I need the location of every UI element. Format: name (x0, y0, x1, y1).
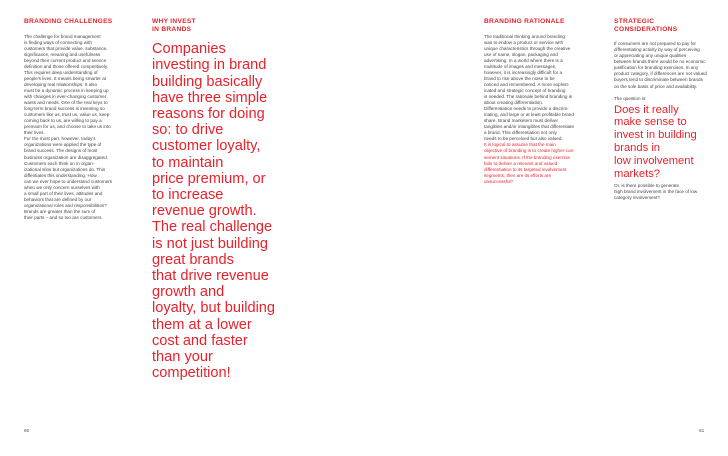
branding-rationale-highlight: It is logical to assume that the main objective of branding is to create higher-cus- sement situations. If the branding exercise fails to deliver a relevant and valued differentiation to its targeted involvement segments, then are its efforts are unsuccessful? (484, 142, 575, 184)
branding-rationale-body: The traditional thinking around branding was to endow a product or service with unique characteristics through the creative use of name, slogan, packaging and advertising. In a world where there is a multitude of images and messages, however, it is increasingly difficult for a brand to rise above the noise to be noticed and remembered. A more sophist- icated and strategic concept of branding is needed. The rationale behind branding is about creating differentiation. Differentiation needs to provide a discrim- inating, and large or at least profitable brand share. Brand marketers must deliver tangibles and/or intangibles that differentiate a brand. This differentiation not only needs to be perceived but also valued. (484, 33, 575, 142)
why-invest-heading: WHY INVEST IN BRANDS (152, 18, 196, 33)
branding-rationale-column (484, 18, 588, 185)
strategic-considerations-column (614, 18, 718, 202)
strategic-considerations-heading: STRATEGIC CONSIDERATIONS (614, 18, 678, 33)
branding-challenges-heading: BRANDING CHALLENGES (24, 18, 113, 25)
right-page-number: 61 (699, 429, 705, 434)
question-followup: Or, is there possible to generate high brand involvement in the face of low category involvement? (614, 183, 698, 201)
why-invest-pull-quote: Companies investing in brand building basically have three simple reasons for doing so: to drive customer loyalty, to maintain price premium, or to increase revenue growth. The real challenge is not just building great brands that drive revenue growth and loyalty, but building them at a lower cost and faster than your competition! (152, 41, 276, 382)
branding-challenges-body: The challenge for brand management is finding ways of connecting with customers that provide value, substance, significance, meaning and usefulness beyond their current product and service definition and those offered competitively. This requires deep understanding of people's lives. It means being smarter at developing real relationships. It also must be a dynamic process in keeping up with changes in ever-changing customer wants and needs. One of the real keys to long-term brand success is inventing so customers like us, trust us, value us, keep coming back to us, are willing to pay a premium for us, and choose to take us into their lives. For the most part, however, today's organizations were applied the type of brand success. The designs of most business organization are disaggregated. Customers each think on in organ- izational silos but organizations do. This diffentiates this understanding. How can we ever hope to understand customers when we only concern ourselves with a small part of their lives, attitudes and behaviors that are defined by our organizational roles and responsibilities? Brands are greater than the sum of their parts – and so too are customers. (24, 33, 113, 220)
branding-rationale-heading: BRANDING RATIONALE (484, 18, 565, 25)
strategic-considerations-body: If consumers are not prepared to pay for differentiating activity by way of perceiving or appreciating any unique qualities between brands there would be no economic justification for branding exercises. In any product category, if differences are not valued buyers tend to discriminate between brands on the sole basis of price and availability. (614, 41, 707, 89)
branding-challenges-column (24, 18, 128, 221)
left-page-number: 60 (24, 429, 30, 434)
question-intro: The question is: (614, 95, 647, 101)
key-question: Does it really make sense to invest in building brands in low involvement markets? (614, 103, 697, 180)
why-invest-column (152, 18, 284, 381)
